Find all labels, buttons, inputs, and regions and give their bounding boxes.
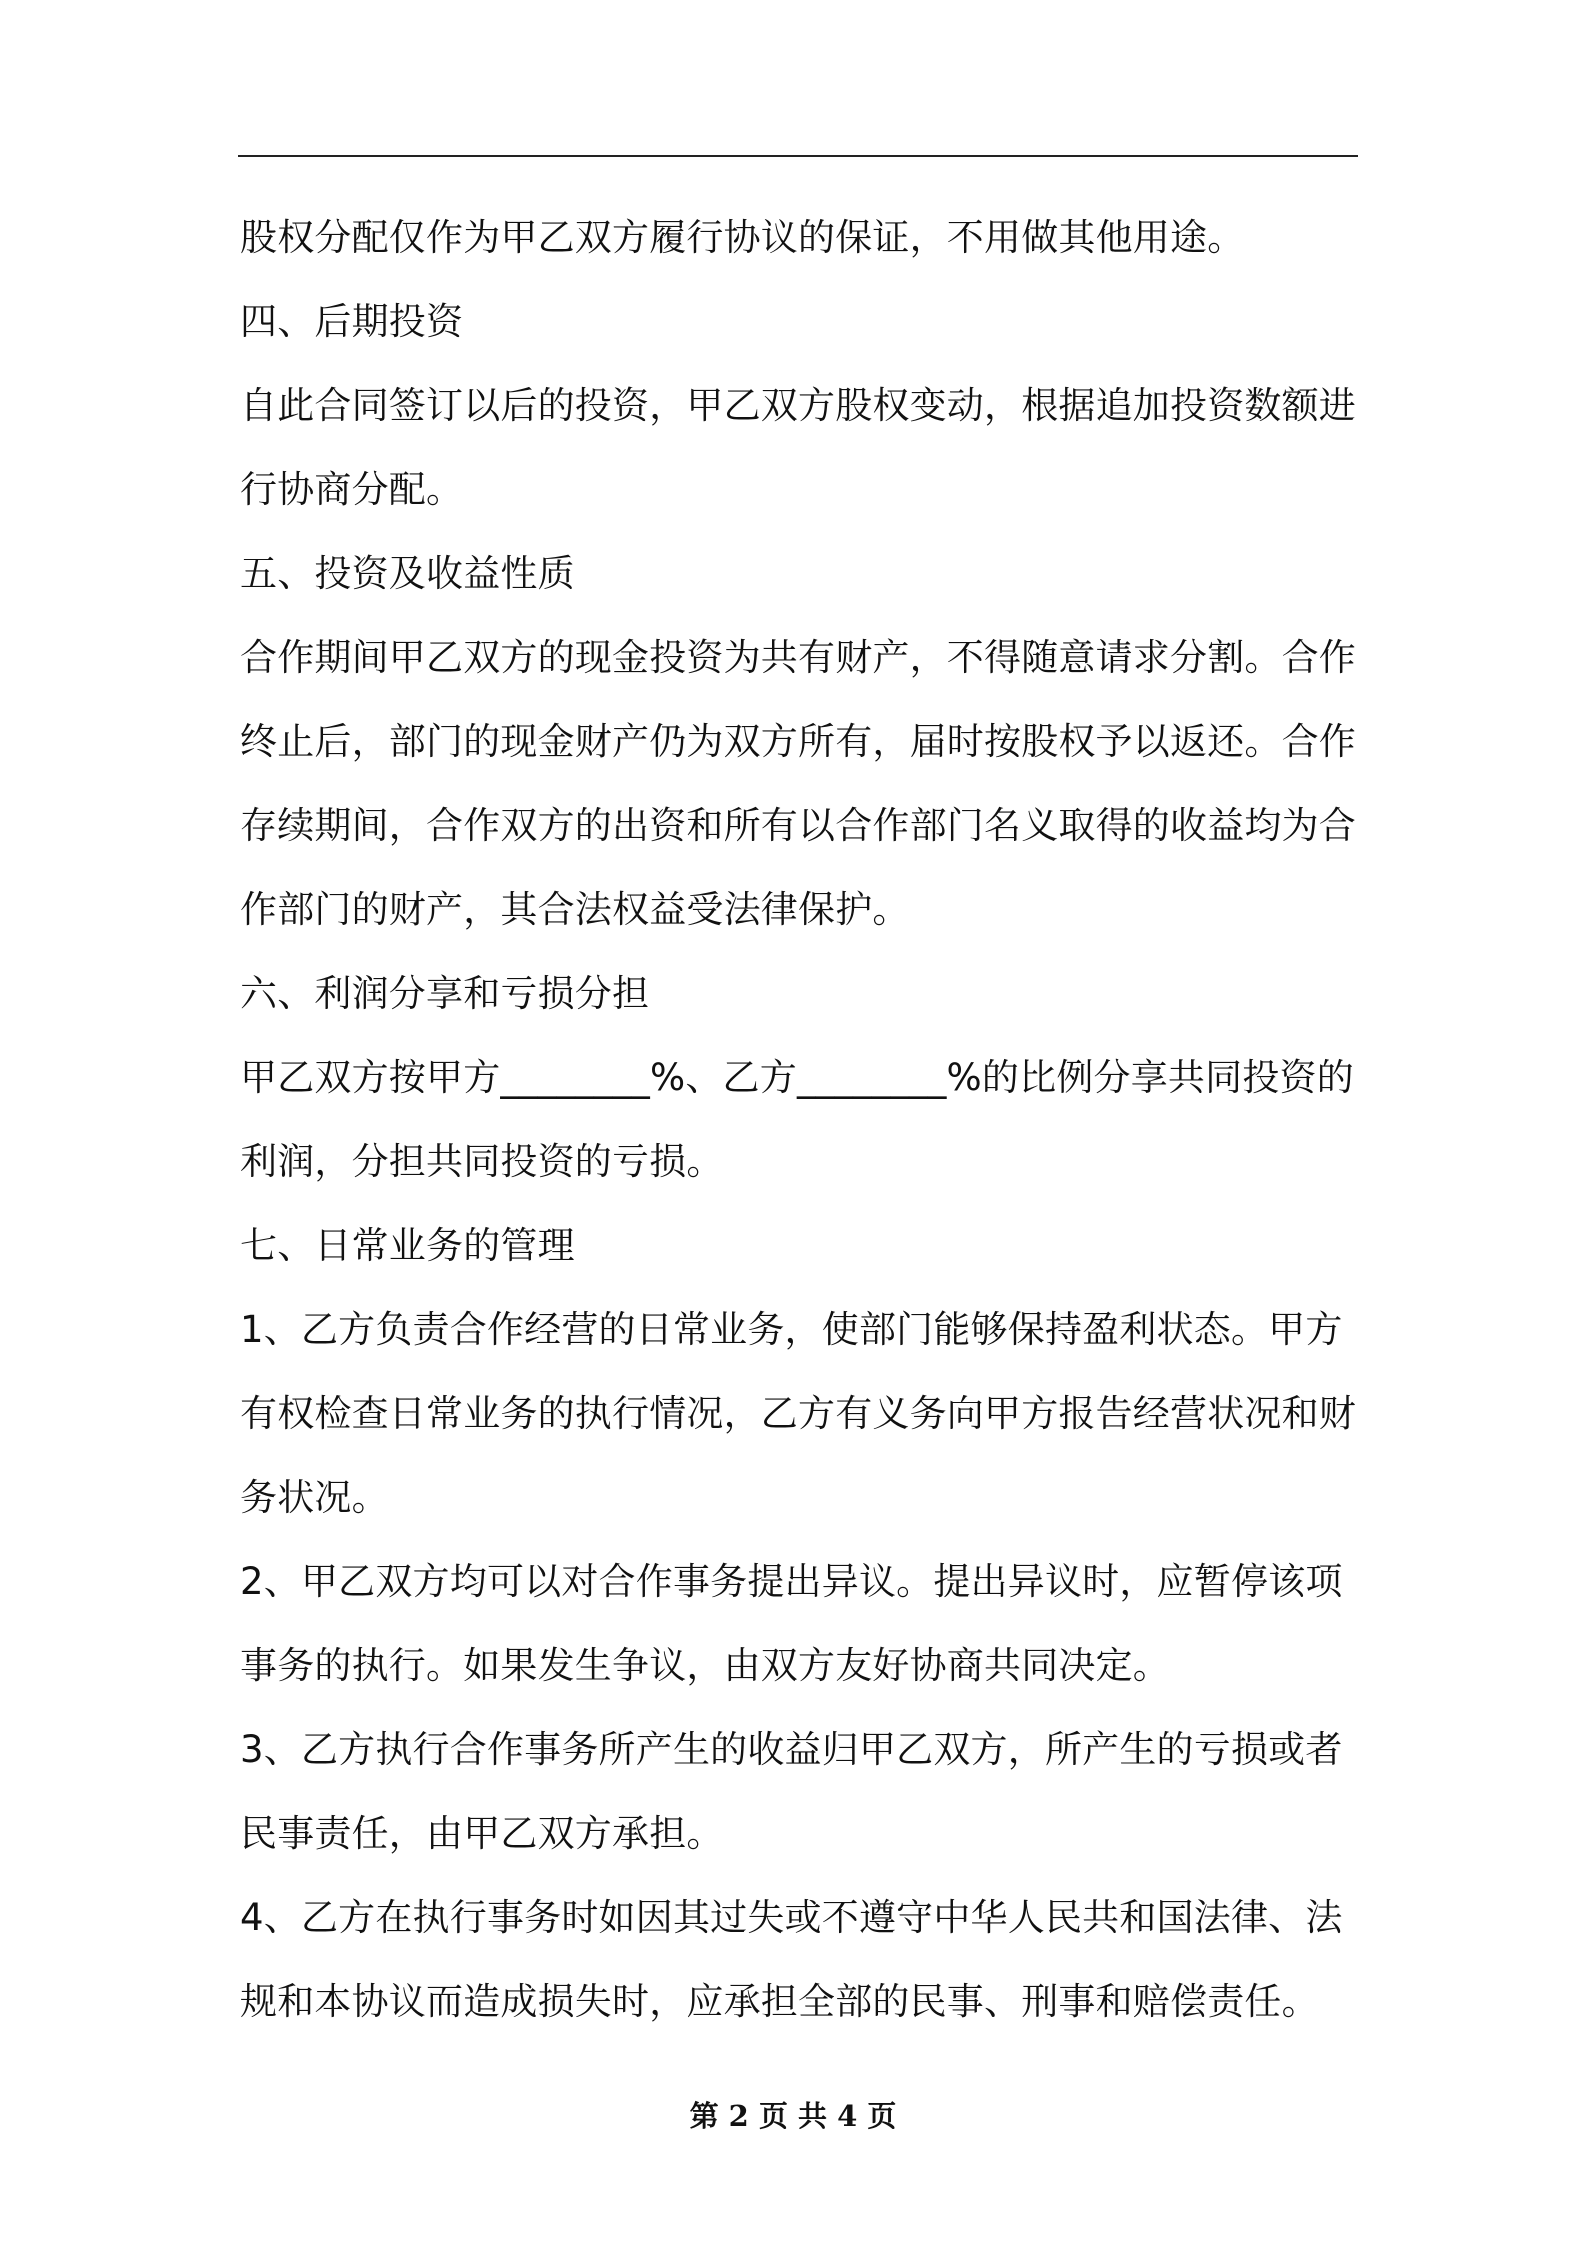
paragraph-management-item-4: 4、乙方在执行事务时如因其过失或不遵守中华人民共和国法律、法规和本协议而造成损失时，应承担全部的民事、刑事和赔偿责任。 [240, 1896, 1343, 2023]
heading-daily-management: 七、日常业务的管理 [240, 1224, 575, 1267]
heading-profit-loss: 六、利润分享和亏损分担 [240, 972, 650, 1015]
document-body [240, 196, 1360, 2044]
paragraph-investment-nature: 合作期间甲乙双方的现金投资为共有财产，不得随意请求分割。合作终止后，部门的现金财产仍为双方所有，届时按股权予以返还。合作存续期间，合作双方的出资和所有以合作部门名义取得的收益均为合作部门的财产，其合法权益受法律保护。 [240, 636, 1356, 931]
page-number-footer: 第 2 页 共 4 页 [689, 2099, 897, 2133]
heading-investment-nature: 五、投资及收益性质 [240, 552, 575, 595]
paragraph-later-investment: 自此合同签订以后的投资，甲乙双方股权变动，根据追加投资数额进行协商分配。 [240, 384, 1356, 511]
paragraph-management-item-2: 2、甲乙双方均可以对合作事务提出异议。提出异议时，应暂停该项事务的执行。如果发生争议，由双方友好协商共同决定。 [240, 1560, 1343, 1687]
heading-later-investment: 四、后期投资 [240, 300, 464, 343]
header-rule [238, 155, 1358, 157]
paragraph-management-item-1: 1、乙方负责合作经营的日常业务，使部门能够保持盈利状态。甲方有权检查日常业务的执行情况，乙方有义务向甲方报告经营状况和财务状况。 [240, 1308, 1356, 1519]
paragraph-equity-purpose: 股权分配仅作为甲乙双方履行协议的保证，不用做其他用途。 [240, 216, 1245, 259]
paragraph-management-item-3: 3、乙方执行合作事务所产生的收益归甲乙双方，所产生的亏损或者民事责任，由甲乙双方承担。 [240, 1728, 1343, 1855]
paragraph-profit-loss: 甲乙双方按甲方________%、乙方________%的比例分享共同投资的利润，分担共同投资的亏损。 [240, 1056, 1354, 1183]
